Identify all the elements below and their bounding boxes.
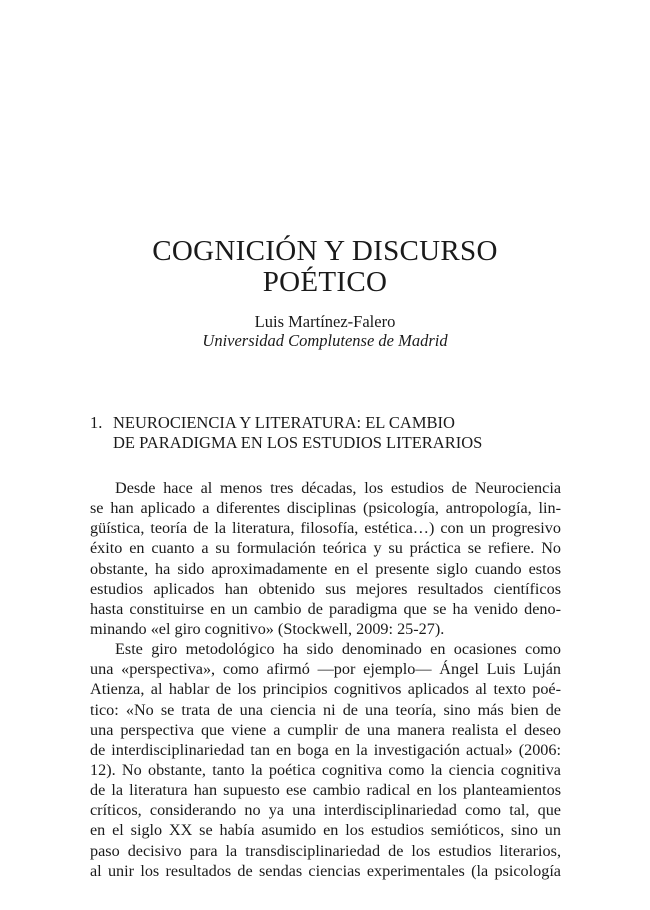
text-line: Atienza, al hablar de los principios cognitivos aplicados al texto poé- bbox=[90, 680, 561, 699]
section-heading-line-2: DE PARADIGMA EN LOS ESTUDIOS LITERARIOS bbox=[113, 433, 483, 452]
text-line: éxito en cuanto a su formulación teórica y su práctica se refiere. No bbox=[90, 539, 561, 558]
text-line: una «perspectiva», como afirmó —por ejemplo— Ángel Luis Luján bbox=[90, 660, 561, 679]
text-line: hasta constituirse en un cambio de paradigma que se ha venido deno- bbox=[90, 599, 561, 618]
text-line: obstante, ha sido aproximadamente en el presente siglo cuando estos bbox=[90, 559, 561, 578]
section-heading-line-1: NEUROCIENCIA Y LITERATURA: EL CAMBIO bbox=[113, 413, 455, 432]
page-title-line-1: COGNICIÓN Y DISCURSO bbox=[152, 235, 498, 267]
text-line: al unir los resultados de sendas ciencias experimentales (la psicología bbox=[90, 861, 561, 880]
paragraph-2 bbox=[90, 639, 561, 881]
author-name: Luis Martínez-Falero bbox=[254, 312, 396, 331]
body-text bbox=[90, 478, 561, 881]
text-line: tico: «No se trata de una ciencia ni de una teoría, sino más bien de bbox=[90, 700, 561, 719]
section-number: 1. bbox=[90, 413, 103, 432]
paragraph-1 bbox=[90, 478, 561, 639]
text-line: de interdisciplinariedad tan en boga en la investigación actual» (2006: bbox=[90, 740, 561, 759]
text-line: estudios aplicados han obtenido sus mejores resultados científicos bbox=[90, 579, 561, 598]
text-line: Este giro metodológico ha sido denominado en ocasiones como bbox=[115, 640, 561, 659]
section-heading bbox=[90, 413, 570, 453]
text-line: de la literatura han supuesto ese cambio radical en los planteamientos bbox=[90, 781, 561, 800]
text-line: güística, teoría de la literatura, filosofía, estética…) con un progresivo bbox=[90, 519, 561, 538]
text-line: se han aplicado a diferentes disciplinas (psicología, antropología, lin- bbox=[90, 499, 561, 518]
text-line: 12). No obstante, tanto la poética cognitiva como la ciencia cognitiva bbox=[90, 760, 561, 779]
text-line: minando «el giro cognitivo» (Stockwell, 2009: 25-27). bbox=[90, 619, 445, 638]
page-title-line-2: POÉTICO bbox=[262, 266, 388, 298]
text-line: paso decisivo para la transdisciplinariedad de los estudios literarios, bbox=[90, 841, 561, 860]
text-line: críticos, considerando no ya una interdisciplinariedad como tal, que bbox=[90, 801, 561, 820]
author-affiliation: Universidad Complutense de Madrid bbox=[202, 331, 448, 350]
text-line: en el siglo XX se había asumido en los estudios semióticos, sino un bbox=[90, 821, 561, 840]
text-line: una perspectiva que viene a cumplir de una manera realista el deseo bbox=[90, 720, 561, 739]
text-line: Desde hace al menos tres décadas, los estudios de Neurociencia bbox=[115, 479, 561, 497]
